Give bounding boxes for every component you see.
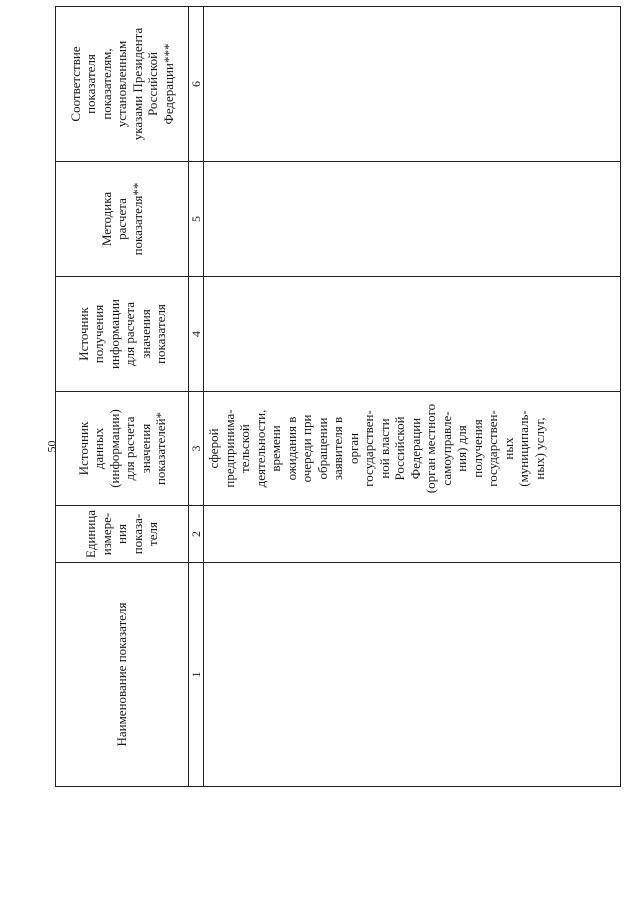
header-row [56,7,189,787]
cell-indicator-name [204,563,621,787]
cell-data-source: сферой предпринима- тельской деятельности, времени ожидания в очереди при обращении заявителя в орган государствен- ной власти Российской Федерации (орган местного самоуправле- ния) для получения государствен- ных (муниципаль- ных) услуг, [204,392,621,506]
table-row [204,7,621,787]
page-number: 50 [44,440,59,453]
cell-info-source [204,277,621,392]
cell-calc-method [204,162,621,277]
column-number: 3 [189,392,204,506]
header-calc-method: Методика расчета показателя** [56,162,189,277]
header-data-source: Источник данных (информации) для расчета значения показателей* [56,392,189,506]
column-number: 6 [189,7,204,162]
header-indicator-name: Наименование показателя [56,563,189,787]
header-unit: Единица измере- ния показа- теля [56,506,189,563]
cell-presidential-decrees [204,7,621,162]
column-number: 4 [189,277,204,392]
header-info-source: Источник получения информации для расчета значения показателя [56,277,189,392]
header-presidential-decrees: Соответствие показателя показателям, установленным указами Президента Российской Федерации*** [56,7,189,162]
column-number: 1 [189,563,204,787]
indicator-table [55,6,621,787]
column-number: 5 [189,162,204,277]
rotated-table-container [55,7,621,787]
cell-unit [204,506,621,563]
column-number: 2 [189,506,204,563]
column-number-row [189,7,204,787]
